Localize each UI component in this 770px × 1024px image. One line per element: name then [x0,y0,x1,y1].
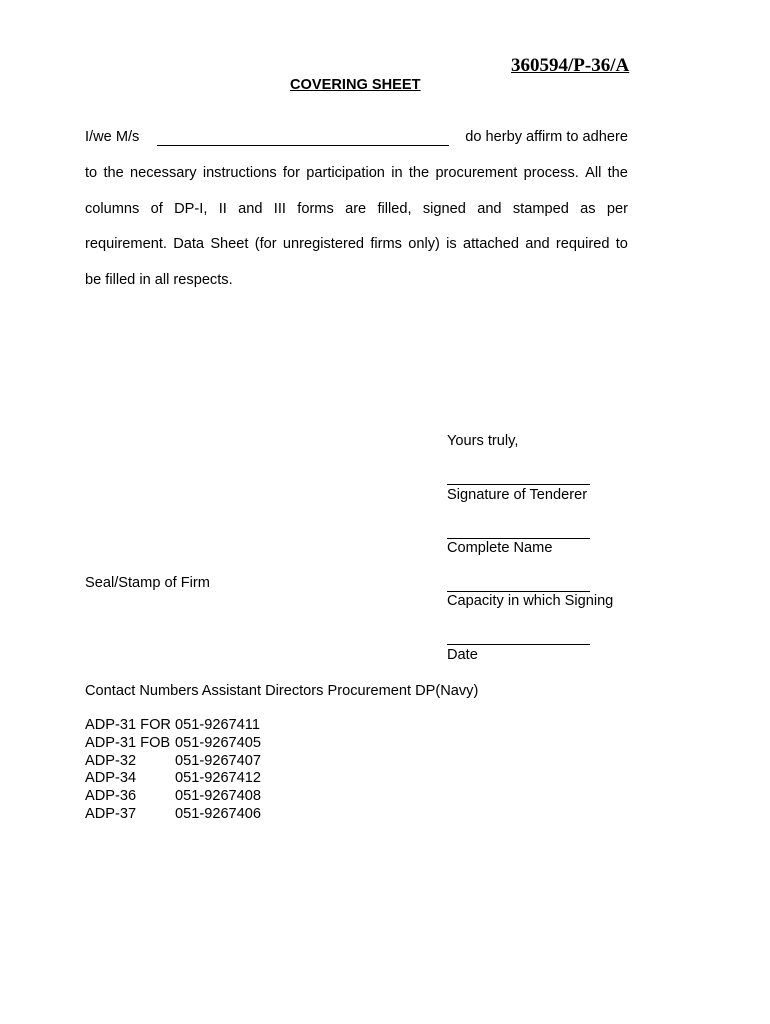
declaration-word: and [525,236,550,252]
declaration-word: of [150,201,163,217]
declaration-word: and [477,201,502,217]
capacity-label: Capacity in which Signing [447,593,614,609]
contacts-table [85,717,261,824]
declaration-word: per [606,201,628,217]
signature-label: Signature of Tenderer [447,487,588,503]
contact-code: ADP-34 [85,770,137,787]
declaration-word: in [391,165,403,181]
contact-row [85,735,261,753]
declaration-line-1 [85,129,628,146]
declaration-word: the [607,165,628,181]
contact-phone: 051-9267411 [175,717,260,733]
date-line[interactable] [447,644,590,645]
contact-phone: 051-9267412 [175,770,262,787]
declaration-suffix: do herby affirm to adhere [465,129,628,145]
contact-row [85,770,261,788]
contact-code: ADP-36 [85,788,137,805]
contact-row [85,717,261,735]
declaration-line-5: be filled in all respects. [85,272,233,288]
declaration-prefix: I/we M/s [85,129,140,145]
declaration-word: to [85,165,98,181]
date-label: Date [447,647,478,663]
declaration-word: instructions [202,165,277,181]
declaration-word: II [218,201,227,217]
signature-line[interactable] [447,484,590,485]
declaration-word: stamped [512,201,569,217]
document-reference-number: 360594/P-36/A [511,55,630,76]
declaration-word: is [446,236,457,252]
declaration-line-2 [85,165,628,182]
declaration-word: Sheet [210,236,249,252]
declaration-word: signed [422,201,466,217]
declaration-word: as [580,201,596,217]
declaration-word: columns [85,201,140,217]
complete-name-label: Complete Name [447,540,553,556]
declaration-word: requirement. [85,236,167,252]
declaration-word: firms [370,236,402,252]
firm-name-blank[interactable] [157,130,449,146]
contact-row [85,806,261,824]
contact-phone: 051-9267405 [175,734,262,751]
contact-row [85,788,261,806]
contact-code: ADP-31 FOR [85,717,171,733]
seal-stamp-label: Seal/Stamp of Firm [85,575,210,591]
declaration-word: necessary [130,165,197,181]
declaration-word: only) [408,236,440,252]
contacts-heading: Contact Numbers Assistant Directors Procurement DP(Navy) [85,683,479,699]
declaration-word: III [273,201,286,217]
declaration-line-3 [85,201,628,218]
contact-code: ADP-37 [85,805,137,822]
declaration-word: are [345,201,367,217]
declaration-word: to [615,236,628,252]
declaration-word: the [408,165,430,181]
declaration-word: Data [173,236,205,252]
declaration-word: DP-I, [174,201,208,217]
contact-phone: 051-9267406 [175,805,262,822]
contact-code: ADP-31 FOB [85,734,171,751]
declaration-word: (for [254,236,277,252]
declaration-word: procurement [435,165,518,181]
declaration-word: process. [523,165,579,181]
declaration-line-4 [85,236,628,253]
declaration-word: attached [463,236,519,252]
contact-code: ADP-32 [85,752,137,769]
declaration-word: and [238,201,263,217]
declaration-word: required [555,236,610,252]
contact-phone: 051-9267408 [175,788,262,805]
declaration-word: for [282,165,300,181]
declaration-word: unregistered [282,236,365,252]
declaration-word: forms [297,201,334,217]
document-title: COVERING SHEET [290,77,421,93]
contact-phone: 051-9267407 [175,752,262,769]
declaration-word: All [585,165,602,181]
declaration-word: filled, [377,201,412,217]
declaration-word: participation [306,165,385,181]
capacity-line[interactable] [447,591,590,592]
contact-row [85,753,261,771]
complete-name-line[interactable] [447,538,590,539]
declaration-word: the [103,165,124,181]
closing-text: Yours truly, [447,433,519,449]
